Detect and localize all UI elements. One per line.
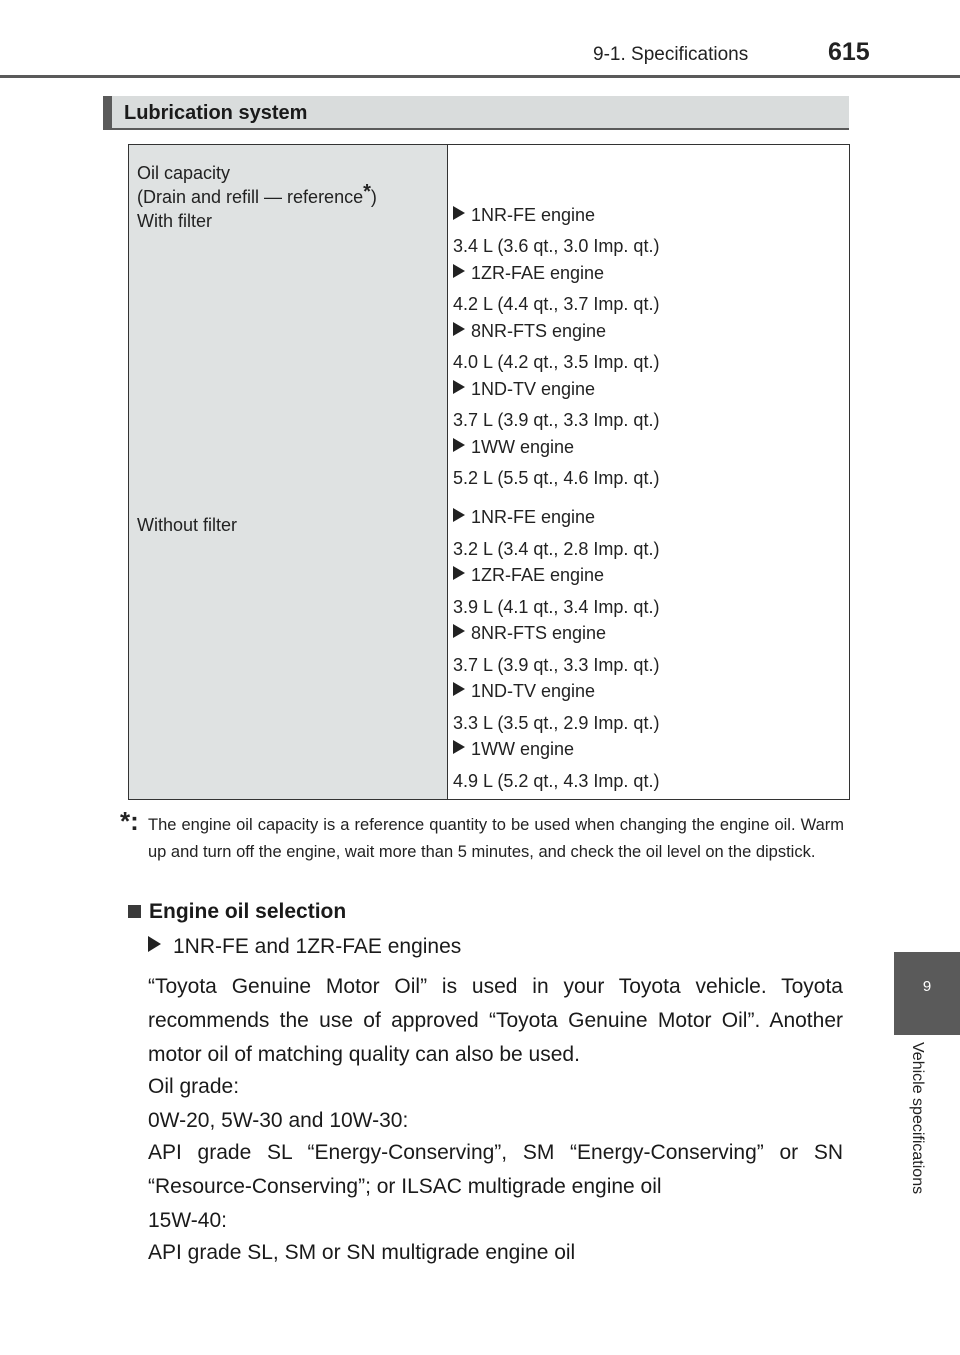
capacity-value: 4.0 L (4.2 qt., 3.5 Imp. qt.) bbox=[453, 352, 660, 372]
engine-name: 1WW engine bbox=[471, 437, 575, 457]
chapter-label: Vehicle specifications bbox=[909, 1042, 926, 1195]
subsection-heading-text: Engine oil selection bbox=[149, 900, 347, 923]
engine-item bbox=[453, 319, 606, 343]
engine-item bbox=[453, 621, 606, 645]
engine-item bbox=[453, 563, 604, 587]
triangle-bullet-icon bbox=[148, 936, 161, 952]
section-title: Lubrication system bbox=[124, 102, 308, 124]
footnote-mark: *: bbox=[120, 806, 139, 836]
engine-item bbox=[453, 737, 574, 761]
label-with-filter: With filter bbox=[137, 211, 213, 231]
triangle-bullet-icon bbox=[453, 438, 465, 452]
triangle-bullet-icon bbox=[453, 624, 465, 638]
footnote-text: The engine oil capacity is a reference quantity to be used when changing the engine oil. Warm up and turn off the engine, wait more than 5 minutes, and check the oil level on the dipstick. bbox=[148, 816, 844, 861]
table-label-column bbox=[129, 145, 448, 799]
grade-description: API grade SL, SM or SN multigrade engine oil bbox=[148, 1241, 576, 1264]
engines-heading bbox=[148, 935, 461, 959]
engine-name: 1NR-FE engine bbox=[471, 507, 596, 527]
engine-item bbox=[453, 435, 574, 459]
triangle-bullet-icon bbox=[453, 508, 465, 522]
capacity-value: 3.9 L (4.1 qt., 3.4 Imp. qt.) bbox=[453, 597, 660, 617]
header-section-title: 9-1. Specifications bbox=[593, 44, 749, 65]
capacity-value: 3.4 L (3.6 qt., 3.0 Imp. qt.) bbox=[453, 236, 660, 256]
capacity-value: 3.7 L (3.9 qt., 3.3 Imp. qt.) bbox=[453, 410, 660, 430]
engine-name: 1ZR-FAE engine bbox=[471, 263, 605, 283]
capacity-value: 4.2 L (4.4 qt., 3.7 Imp. qt.) bbox=[453, 294, 660, 314]
engines-heading-text: 1NR-FE and 1ZR-FAE engines bbox=[173, 935, 462, 958]
engine-name: 1ND-TV engine bbox=[471, 379, 596, 399]
capacity-value: 3.2 L (3.4 qt., 2.8 Imp. qt.) bbox=[453, 539, 660, 559]
engine-name: 1WW engine bbox=[471, 739, 575, 759]
chapter-tab bbox=[894, 952, 960, 1035]
engine-item bbox=[453, 679, 595, 703]
section-title-bar bbox=[103, 96, 849, 130]
chapter-number: 9 bbox=[922, 978, 932, 995]
label-close-paren: ) bbox=[370, 187, 377, 207]
triangle-bullet-icon bbox=[453, 206, 465, 220]
label-oil-capacity: Oil capacity bbox=[137, 163, 231, 183]
capacity-value: 4.9 L (5.2 qt., 4.3 Imp. qt.) bbox=[453, 771, 660, 791]
engine-name: 1ZR-FAE engine bbox=[471, 565, 605, 585]
engine-item bbox=[453, 505, 595, 529]
header-divider bbox=[0, 75, 960, 78]
engine-name: 8NR-FTS engine bbox=[471, 623, 607, 643]
label-without-filter: Without filter bbox=[137, 515, 238, 535]
triangle-bullet-icon bbox=[453, 264, 465, 278]
subsection-heading bbox=[128, 900, 346, 924]
capacity-value: 3.7 L (3.9 qt., 3.3 Imp. qt.) bbox=[453, 655, 660, 675]
engine-item bbox=[453, 377, 595, 401]
grade-viscosity: 15W-40: bbox=[148, 1209, 227, 1232]
engine-name: 8NR-FTS engine bbox=[471, 321, 607, 341]
triangle-bullet-icon bbox=[453, 322, 465, 336]
triangle-bullet-icon bbox=[453, 682, 465, 696]
label-drain-refill bbox=[137, 181, 377, 209]
page-number: 615 bbox=[828, 38, 870, 66]
capacity-value: 5.2 L (5.5 qt., 4.6 Imp. qt.) bbox=[453, 468, 660, 488]
square-bullet-icon bbox=[128, 905, 141, 918]
engine-item bbox=[453, 203, 595, 227]
triangle-bullet-icon bbox=[453, 380, 465, 394]
engine-item bbox=[453, 261, 604, 285]
capacity-value: 3.3 L (3.5 qt., 2.9 Imp. qt.) bbox=[453, 713, 660, 733]
label-drain-refill-text: (Drain and refill — reference bbox=[137, 187, 364, 207]
grade-description: API grade SL “Energy-Conserving”, SM “Energy-Conserving” or SN “Resource-Conserving”; or ILSAC multigrade engine oil bbox=[148, 1141, 843, 1198]
engine-name: 1ND-TV engine bbox=[471, 681, 596, 701]
grade-viscosity: 0W-20, 5W-30 and 10W-30: bbox=[148, 1109, 409, 1132]
asterisk-mark: * bbox=[363, 181, 371, 203]
engine-name: 1NR-FE engine bbox=[471, 205, 596, 225]
oil-capacity-table bbox=[128, 144, 850, 800]
triangle-bullet-icon bbox=[453, 566, 465, 580]
triangle-bullet-icon bbox=[453, 740, 465, 754]
oil-grade-label: Oil grade: bbox=[148, 1075, 240, 1098]
oil-recommendation-paragraph: “Toyota Genuine Motor Oil” is used in your Toyota vehicle. Toyota recommends the use of approved “Toyota Genuine Motor Oil”. Another motor oil of matching quality can also be used. bbox=[148, 975, 843, 1066]
